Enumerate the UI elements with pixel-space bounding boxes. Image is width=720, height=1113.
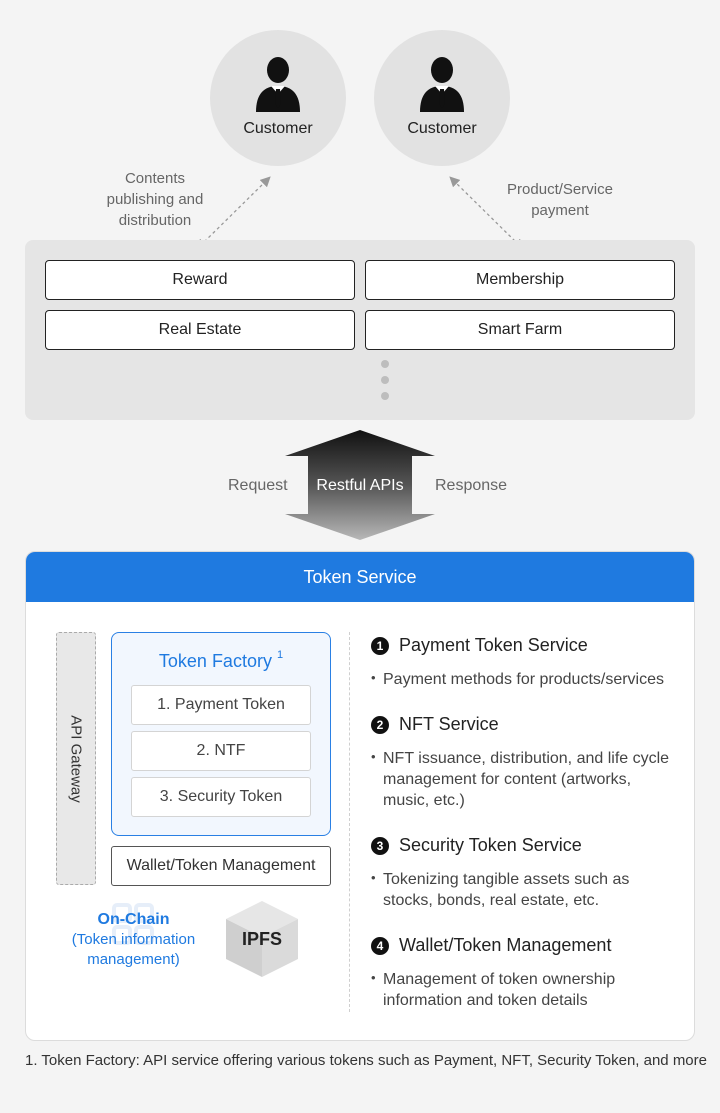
service-real-estate: Real Estate (45, 310, 355, 350)
services-panel (25, 240, 695, 420)
ellipsis-dot (381, 376, 389, 384)
token-security: 3. Security Token (131, 777, 311, 817)
item-desc-security: • Tokenizing tangible assets such as stocks, bonds, real estate, etc. (371, 869, 671, 911)
customer-label: Customer (407, 120, 477, 137)
footnote-marker: 1 (276, 649, 284, 661)
item-title-nft: 2 NFT Service (371, 714, 499, 735)
ellipsis-dot (381, 392, 389, 400)
on-chain-label (66, 910, 201, 970)
api-gateway (56, 632, 96, 885)
api-gateway-label: API Gateway (67, 714, 85, 803)
token-service-header: Token Service (26, 552, 694, 602)
on-chain-desc-line2: management) (87, 951, 180, 968)
token-factory-title: Token Factory $^1$ (158, 649, 284, 671)
request-label: Request (228, 477, 288, 494)
number-badge: 4 (371, 937, 389, 955)
token-factory (111, 632, 331, 836)
number-badge: 2 (371, 716, 389, 734)
left-link-label: Contents publishing and distribution (106, 170, 204, 229)
on-chain-title: On-Chain (97, 911, 170, 928)
right-link-label: Product/Service payment (507, 181, 613, 219)
item-desc-wallet: • Management of token ownership information and token details (371, 969, 671, 1011)
token-payment: 1. Payment Token (131, 685, 311, 725)
ellipsis-dot (381, 360, 389, 368)
item-title-wallet: 4 Wallet/Token Management (371, 935, 611, 956)
item-desc-payment: • Payment methods for products/services (371, 669, 671, 690)
item-title-security: 3 Security Token Service (371, 835, 582, 856)
on-chain-desc-line1: (Token information (71, 931, 196, 948)
token-ntf: 2. NTF (131, 731, 311, 771)
service-membership: Membership (365, 260, 675, 300)
item-title-payment: 1 Payment Token Service (371, 635, 588, 656)
wallet-token-management-box: Wallet/Token Management (111, 846, 331, 886)
token-service-card (25, 551, 695, 1041)
section-divider (349, 632, 350, 1012)
number-badge: 3 (371, 837, 389, 855)
service-smart-farm: Smart Farm (365, 310, 675, 350)
customer-label: Customer (243, 120, 313, 137)
service-reward: Reward (45, 260, 355, 300)
item-desc-nft: • NFT issuance, distribution, and life cycle management for content (artworks, music, etc.) (371, 748, 671, 811)
response-label: Response (435, 477, 508, 494)
restful-apis-label: Restful APIs (316, 477, 404, 494)
footnote: 1. Token Factory: API service offering various tokens such as Payment, NFT, Security Token, and more (25, 1052, 707, 1069)
ipfs-label: IPFS (241, 929, 282, 949)
number-badge: 1 (371, 637, 389, 655)
